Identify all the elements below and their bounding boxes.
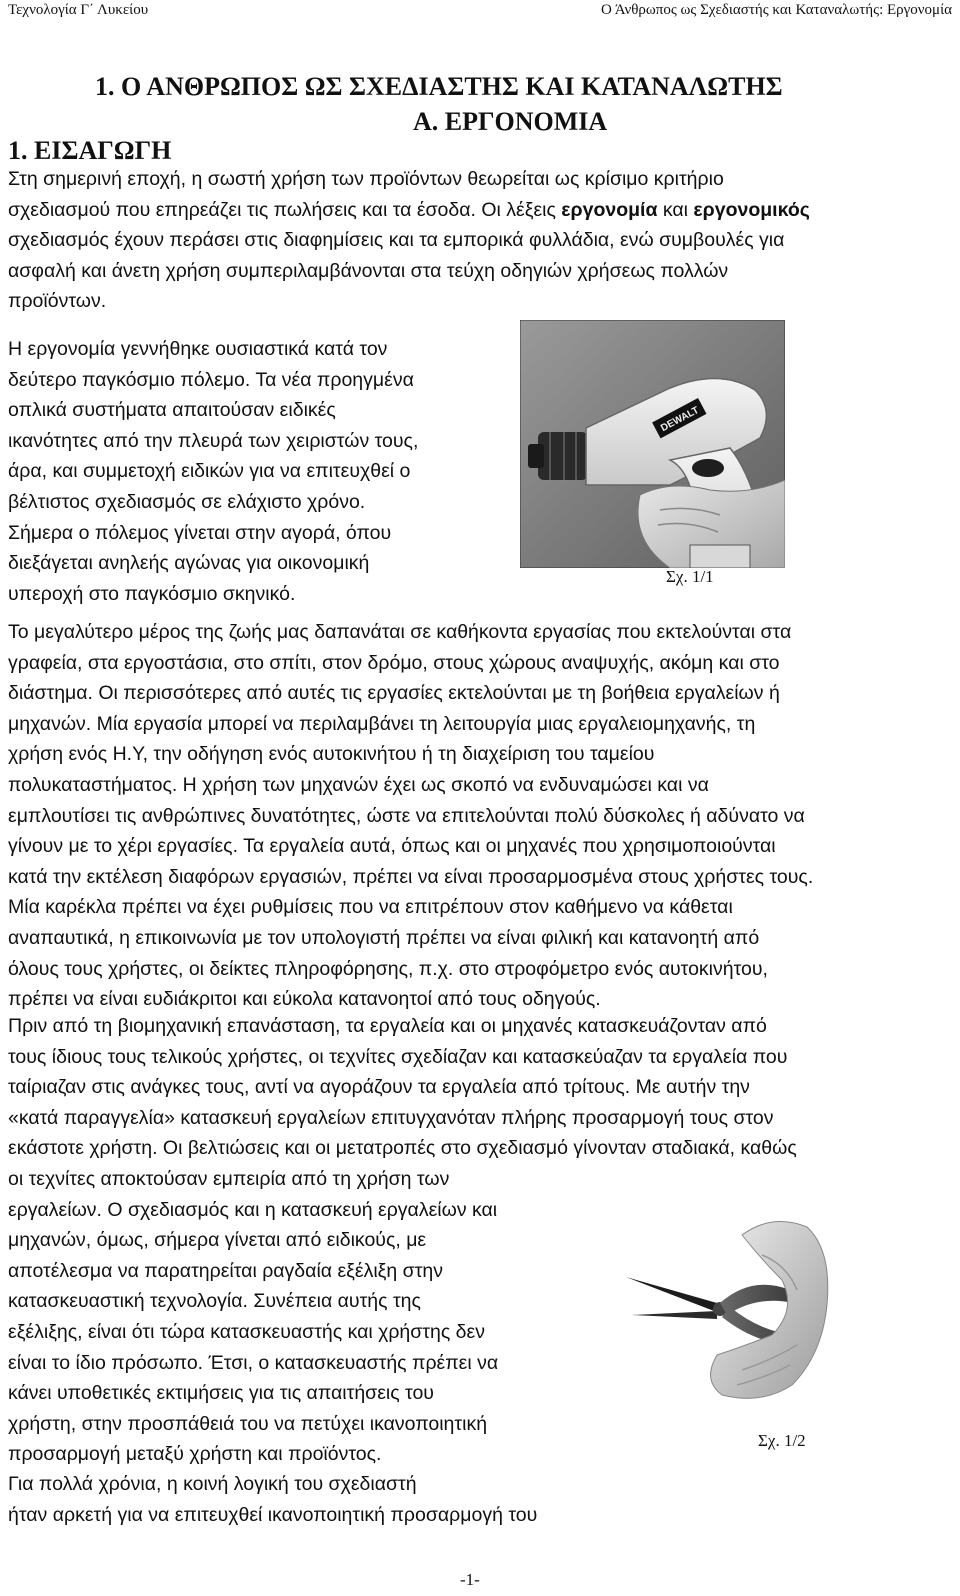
text-line: Για πολλά χρόνια, η κοινή λογική του σχεδιαστή xyxy=(8,1473,417,1495)
text-line: ασφαλή και άνετη χρήση συμπεριλαμβάνονται στα τεύχη οδηγιών χρήσεως πολλών xyxy=(8,259,729,282)
text-line: Μία καρέκλα πρέπει να έχει ρυθμίσεις που να επιτρέπουν στον καθήμενο να κάθεται xyxy=(8,896,733,919)
text-line: τους ίδιους τους τελικούς χρήστες, οι τεχνίτες σχεδίαζαν και κατασκεύαζαν τα εργαλεία που xyxy=(8,1045,788,1068)
closing-paragraph xyxy=(8,1469,537,1530)
text-line: προσαρμογή μεταξύ χρήστη και προϊόντος. xyxy=(8,1443,382,1466)
text-line: μηχανών, όμως, σήμερα γίνεται από ειδικούς, με xyxy=(8,1229,427,1252)
header-right: Ο Άνθρωπος ως Σχεδιαστής και Καταναλωτής: Εργονομία xyxy=(600,2,952,18)
text-line: εμπλουτίσει τις ανθρώπινες δυνατότητες, ώστε να επιτελούνται πολύ δύσκολες ή αδύνατο να xyxy=(8,804,805,827)
text-line: γίνουν με το χέρι εργασίες. Τα εργαλεία αυτά, όπως και οι μηχανές που χρησιμοποιούνται xyxy=(8,835,776,858)
drill-brand-label: DEWALT xyxy=(659,404,701,435)
chapter-title: 1. Ο ΑΝΘΡΩΠΟΣ ΩΣ ΣΧΕΔΙΑΣΤΗΣ ΚΑΙ ΚΑΤΑΝΑΛΩΤΗΣ xyxy=(95,72,783,101)
text-line: Πριν από τη βιομηχανική επανάσταση, τα εργαλεία και οι μηχανές κατασκευάζονταν από xyxy=(8,1015,767,1037)
text-line: σχεδιασμός έχουν περάσει στις διαφημίσεις και τα εμπορικά φυλλάδια, ενώ συμβουλές για xyxy=(8,229,785,252)
text-line: εκάστοτε χρήστη. Οι βελτιώσεις και οι μετατροπές στο σχεδιασμό γίνονταν σταδιακά, καθώς xyxy=(8,1137,797,1160)
pliers-photo xyxy=(622,1195,832,1410)
text-line: είναι το ίδιο πρόσωπο. Έτσι, ο κατασκευαστής πρέπει να xyxy=(8,1351,499,1374)
ww2-paragraph xyxy=(8,334,418,609)
text-line: όλους τους χρήστες, οι δείκτες πληροφόρησης, π.χ. στο στροφόμετρο ενός αυτοκινήτου, xyxy=(8,957,768,980)
keyword-ergonomia: εργονομία xyxy=(561,198,658,221)
text-line: Η εργονομία γεννήθηκε ουσιαστικά κατά τον xyxy=(8,338,388,360)
work-paragraph xyxy=(8,617,813,1015)
text-line: γραφεία, στα εργοστάσια, στο σπίτι, στον δρόμο, στους χώρους αναψυχής, ακόμη και στο xyxy=(8,651,780,674)
text-line: πρέπει να είναι ευδιάκριτοι και εύκολα κατανοητοί από τους οδηγούς. xyxy=(8,988,601,1011)
text-line: ικανότητες από την πλευρά των χειριστών τους, xyxy=(8,429,419,452)
subsection-title: 1. ΕΙΣΑΓΩΓΗ xyxy=(8,136,172,165)
text-line: Το μεγαλύτερο μέρος της ζωής μας δαπανάται σε καθήκοντα εργασίας που εκτελούνται στα xyxy=(8,621,792,643)
keyword-ergonomikos: εργονομικός xyxy=(693,198,810,221)
figure2-caption: Σχ. 1/2 xyxy=(758,1431,806,1450)
text-line: διάστημα. Οι περισσότερες από αυτές τις εργασίες εκτελούνται με τη βοήθεια εργαλείων ή xyxy=(8,682,780,705)
text-line: Σήμερα ο πόλεμος γίνεται στην αγορά, όπου xyxy=(8,521,392,544)
text-line: χρήστη, στην προσπάθειά του να πετύχει ικανοποιητική xyxy=(8,1412,488,1435)
text-line: αναπαυτικά, η επικοινωνία με τον υπολογιστή πρέπει να είναι φιλική και κατανοητή από xyxy=(8,926,760,949)
text-line: ήταν αρκετή για να επιτευχθεί ικανοποιητική προσαρμογή του xyxy=(8,1503,538,1526)
text-line: Στη σημερινή εποχή, η σωστή χρήση των προϊόντων θεωρείται ως κρίσιμο κριτήριο xyxy=(8,168,724,190)
page-number: -1- xyxy=(460,1570,480,1589)
text-line: υπεροχή στο παγκόσμιο σκηνικό. xyxy=(8,582,296,605)
text-line: σχεδιασμού που επηρεάζει τις πωλήσεις και τα έσοδα. Οι λέξεις εργονομία και εργονομικός xyxy=(8,198,810,221)
text-line: μηχανών. Μία εργασία μπορεί να περιλαμβάνει τη λειτουργία μιας εργαλειομηχανής, τη xyxy=(8,712,756,735)
text-line: βέλτιστος σχεδιασμός σε ελάχιστο χρόνο. xyxy=(8,490,366,513)
text-line: εξέλιξης, είναι ότι τώρα κατασκευαστής και χρήστης δεν xyxy=(8,1320,485,1343)
text-line: διεξάγεται ανηλεής αγώνας για οικονομική xyxy=(8,552,370,575)
section-title: Α. ΕΡΓΟΝΟΜΙΑ xyxy=(413,107,608,136)
figure1-caption: Σχ. 1/1 xyxy=(666,567,714,586)
intro-paragraph xyxy=(8,164,810,317)
text-line: οι τεχνίτες αποκτούσαν εμπειρία από τη χρήση των xyxy=(8,1167,450,1190)
text-line: πολυκαταστήματος. Η χρήση των μηχανών έχει ως σκοπό να ενδυναμώσει και να xyxy=(8,773,709,796)
text-line: δεύτερο παγκόσμιο πόλεμο. Τα νέα προηγμένα xyxy=(8,368,414,391)
drill-photo xyxy=(520,320,785,568)
text-line: κάνει υποθετικές εκτιμήσεις για τις απαιτήσεις του xyxy=(8,1382,434,1405)
header-left: Τεχνολογία Γ΄ Λυκείου xyxy=(8,2,149,18)
text-line: προϊόντων. xyxy=(8,290,107,313)
text-line: κατασκευαστική τεχνολογία. Συνέπεια αυτής της xyxy=(8,1290,421,1313)
text-line: αποτέλεσμα να παρατηρείται ραγδαία εξέλιξη στην xyxy=(8,1259,443,1282)
text-line: χρήση ενός Η.Υ, την οδήγηση ενός αυτοκινήτου ή τη διαχείριση του ταμείου xyxy=(8,743,655,766)
text-line: ταίριαζαν στις ανάγκες τους, αντί να αγοράζουν τα εργαλεία από τρίτους. Με αυτήν την xyxy=(8,1076,750,1099)
text-line: άρα, και συμμετοχή ειδικών για να επιτευχθεί ο xyxy=(8,460,411,483)
text-line: «κατά παραγγελία» κατασκευή εργαλείων επιτυγχανόταν πλήρης προσαρμογή τους στον xyxy=(8,1106,774,1129)
text-line: κατά την εκτέλεση διαφόρων εργασιών, πρέπει να είναι προσαρμοσμένα στους χρήστες τους. xyxy=(8,865,814,888)
text-line: εργαλείων. Ο σχεδιασμός και η κατασκευή εργαλείων και xyxy=(8,1198,498,1221)
text-line: οπλικά συστήματα απαιτούσαν ειδικές xyxy=(8,399,336,422)
